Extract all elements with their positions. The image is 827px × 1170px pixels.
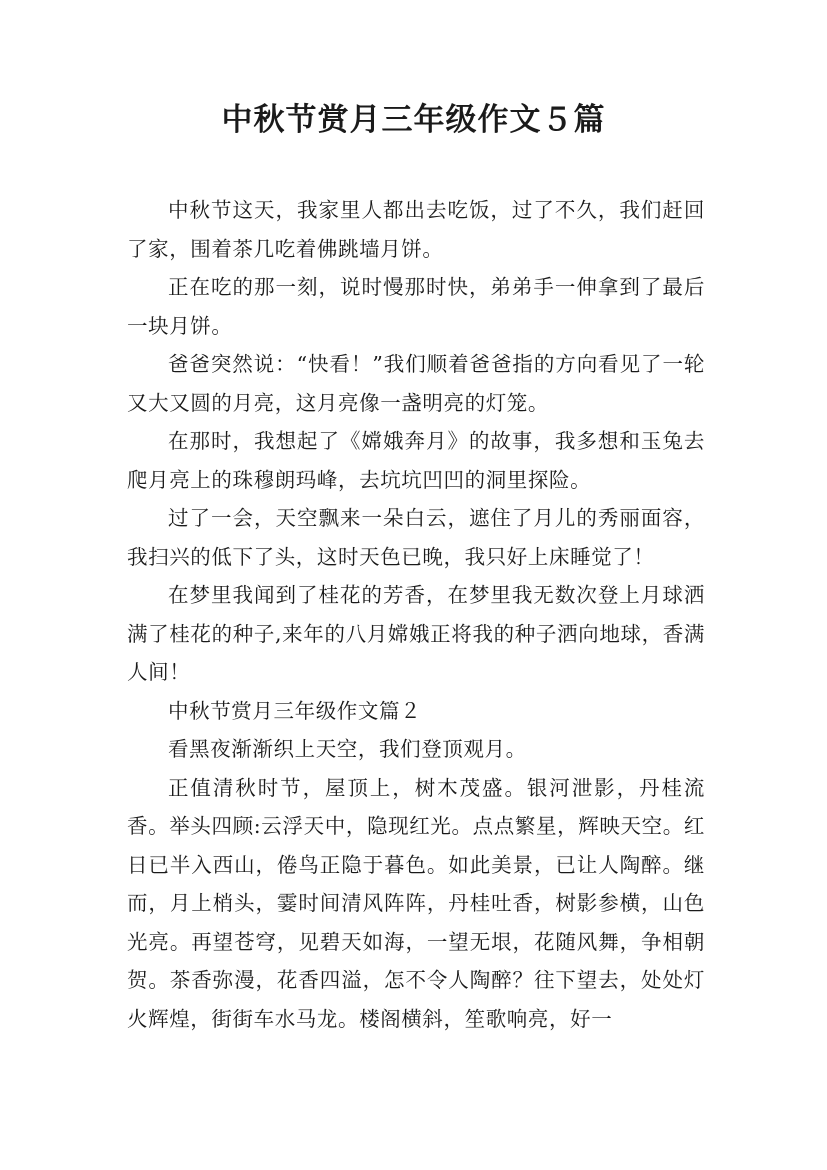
paragraph: 在梦里我闻到了桂花的芳香，在梦里我无数次登上月球洒满了桂花的种子,来年的八月嫦娥正将我的种子洒向地球，香满人间！: [127, 583, 705, 684]
paragraph: 过了一会，天空飘来一朵白云，遮住了月儿的秀丽面容，我扫兴的低下了头，这时天色已晚，我只好上床睡觉了！: [127, 506, 705, 569]
paragraph: 看黑夜渐渐织上天空，我们登顶观月。: [168, 737, 527, 761]
paragraph: 正在吃的那一刻，说时慢那时快，弟弟手一伸拿到了最后一块月饼。: [127, 275, 705, 338]
paragraph: 爸爸突然说：“快看！”我们顺着爸爸指的方向看见了一轮又大又圆的月亮，这月亮像一盏明亮的灯笼。: [127, 352, 705, 415]
paragraph: 正值清秋时节，屋顶上，树木茂盛。银河泄影，丹桂流香。举头四顾:云浮天中，隐现红光。点点繁星，辉映天空。红日已半入西山，倦鸟正隐于暮色。如此美景，已让人陶醉。继而，月上梢头，霎时间清风阵阵，丹桂吐香，树影参横，山色光亮。再望苍穹，见碧天如海，一望无垠，花随风舞，争相朝贺。茶香弥漫，花香四溢，怎不令人陶醉？往下望去，处处灯火辉煌，街街车水马龙。楼阁横斜，笙歌响亮，好一: [127, 775, 705, 1031]
paragraph: 中秋节这天，我家里人都出去吃饭，过了不久，我们赶回了家，围着茶几吃着佛跳墙月饼。: [127, 198, 705, 261]
document-body: [127, 191, 705, 1038]
paragraph: 在那时，我想起了《嫦娥奔月》的故事，我多想和玉兔去爬月亮上的珠穆朗玛峰，去坑坑凹凹的洞里探险。: [127, 429, 705, 492]
document-title: 中秋节赏月三年级作文５篇: [221, 102, 606, 138]
section-heading: 中秋节赏月三年级作文篇２: [168, 698, 422, 723]
